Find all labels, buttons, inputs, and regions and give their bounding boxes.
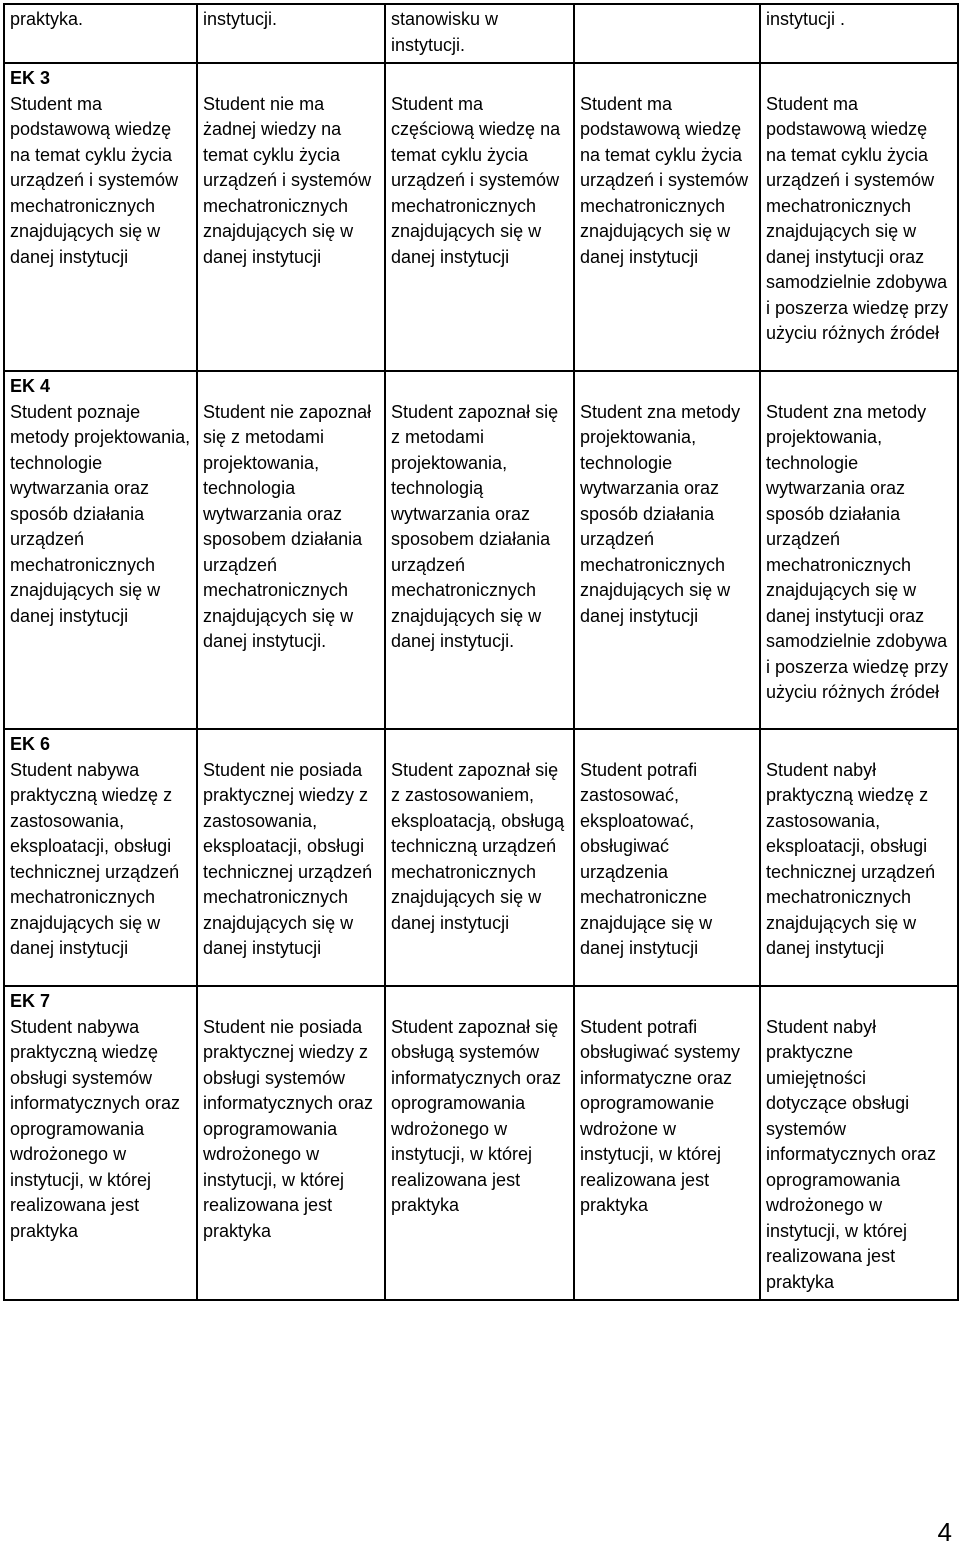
table-cell: Student ma podstawową wiedzę na temat cyklu życia urządzeń i systemów mechatronicznych znajdujących się w danej instytucji bbox=[574, 63, 760, 371]
table-row-ek6 bbox=[4, 729, 958, 986]
table-cell: Student zapoznał się z metodami projektowania, technologią wytwarzania oraz sposobem działania urządzeń mechatronicznych znajdujących się w danej instytucji. bbox=[385, 371, 574, 729]
table-row-ek4 bbox=[4, 371, 958, 729]
table-cell: Student nie zapoznał się z metodami projektowania, technologia wytwarzania oraz sposobem działania urządzeń mechatronicznych znajdujących się w danej instytucji. bbox=[197, 371, 385, 729]
table-cell: EK 6 Student nabywa praktyczną wiedzę z zastosowania, eksploatacji, obsługi technicznej urządzeń mechatronicznych znajdujących się w danej instytucji bbox=[4, 729, 197, 986]
table-row-header-fragment bbox=[4, 4, 958, 63]
table-row-ek7 bbox=[4, 986, 958, 1300]
table-cell: EK 4 Student poznaje metody projektowania, technologie wytwarzania oraz sposób działania urządzeń mechatronicznych znajdujących się w danej instytucji bbox=[4, 371, 197, 729]
table-cell: praktyka. bbox=[4, 4, 197, 63]
table-cell: instytucji. bbox=[197, 4, 385, 63]
table-cell: Student potrafi obsługiwać systemy informatyczne oraz oprogramowanie wdrożone w instytucji, w której realizowana jest praktyka bbox=[574, 986, 760, 1300]
table-cell: Student nie posiada praktycznej wiedzy z obsługi systemów informatycznych oraz oprogramowania wdrożonego w instytucji, w której realizowana jest praktyka bbox=[197, 986, 385, 1300]
table-cell: instytucji . bbox=[760, 4, 958, 63]
table-cell: Student zna metody projektowania, technologie wytwarzania oraz sposób działania urządzeń mechatronicznych znajdujących się w danej instytucji oraz samodzielnie zdobywa i poszerza wiedzę przy użyciu różnych źródeł bbox=[760, 371, 958, 729]
table-cell: Student nie posiada praktycznej wiedzy z zastosowania, eksploatacji, obsługi technicznej urządzeń mechatronicznych znajdujących się w danej instytucji bbox=[197, 729, 385, 986]
table-cell: Student ma częściową wiedzę na temat cyklu życia urządzeń i systemów mechatronicznych znajdujących się w danej instytucji bbox=[385, 63, 574, 371]
table-cell: Student nabył praktyczną wiedzę z zastosowania, eksploatacji, obsługi technicznej urządzeń mechatronicznych znajdujących się w danej instytucji bbox=[760, 729, 958, 986]
page-number: 4 bbox=[937, 1517, 952, 1547]
table-cell: Student nie ma żadnej wiedzy na temat cyklu życia urządzeń i systemów mechatronicznych znajdujących się w danej instytucji bbox=[197, 63, 385, 371]
ek-label: EK 3 bbox=[10, 68, 51, 88]
table-cell: Student potrafi zastosować, eksploatować, obsługiwać urządzenia mechatroniczne znajdujące się w danej instytucji bbox=[574, 729, 760, 986]
ek-label: EK 7 bbox=[10, 991, 51, 1011]
assessment-criteria-table bbox=[3, 3, 959, 1301]
table-cell: EK 7 Student nabywa praktyczną wiedzę obsługi systemów informatycznych oraz oprogramowania wdrożonego w instytucji, w której realizowana jest praktyka bbox=[4, 986, 197, 1300]
table-cell: Student nabył praktyczne umiejętności dotyczące obsługi systemów informatycznych oraz oprogramowania wdrożonego w instytucji, w której realizowana jest praktyka bbox=[760, 986, 958, 1300]
table-cell: Student zapoznał się obsługą systemów informatycznych oraz oprogramowania wdrożonego w instytucji, w której realizowana jest praktyka bbox=[385, 986, 574, 1300]
ek-label: EK 6 bbox=[10, 734, 51, 754]
table-cell: EK 3 Student ma podstawową wiedzę na temat cyklu życia urządzeń i systemów mechatronicznych znajdujących się w danej instytucji bbox=[4, 63, 197, 371]
table-cell bbox=[574, 4, 760, 63]
table-cell: Student zapoznał się z zastosowaniem, eksploatacją, obsługą techniczną urządzeń mechatronicznych znajdujących się w danej instytucji bbox=[385, 729, 574, 986]
table-cell: Student zna metody projektowania, technologie wytwarzania oraz sposób działania urządzeń mechatronicznych znajdujących się w danej instytucji bbox=[574, 371, 760, 729]
table-cell: stanowisku w instytucji. bbox=[385, 4, 574, 63]
table-cell: Student ma podstawową wiedzę na temat cyklu życia urządzeń i systemów mechatronicznych znajdujących się w danej instytucji oraz samodzielnie zdobywa i poszerza wiedzę przy użyciu różnych źródeł bbox=[760, 63, 958, 371]
ek-label: EK 4 bbox=[10, 376, 51, 396]
table-row-ek3 bbox=[4, 63, 958, 371]
